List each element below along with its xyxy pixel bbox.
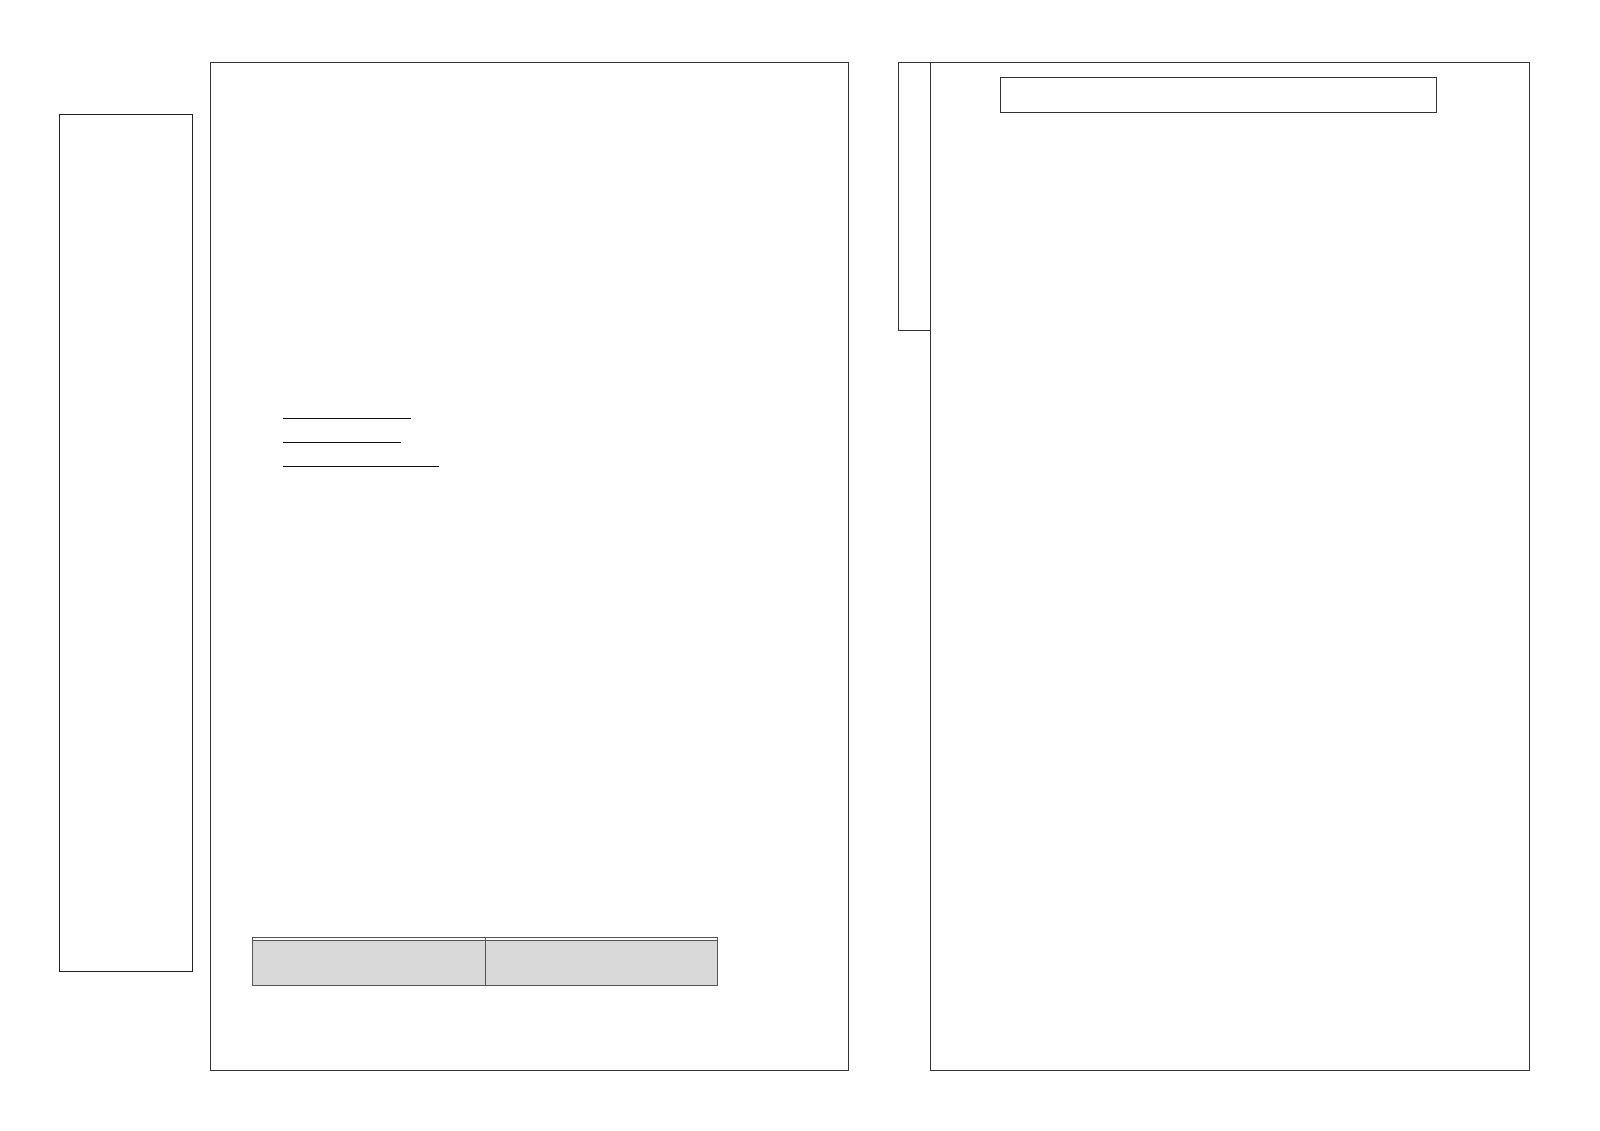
table-cell [253,941,486,986]
procedure-item [239,782,271,806]
variable-constant [261,451,465,475]
table-cell [485,941,718,986]
procedure-item [239,758,271,782]
template-data-table [252,937,718,986]
procedure-item [263,662,273,686]
answer-blank [283,404,411,419]
table-row [253,941,718,986]
example-panel [930,62,1530,1071]
answer-blank [283,452,439,467]
procedure-item [263,710,273,734]
sidebar-title-box [59,114,193,972]
variable-responding [261,427,401,451]
tabulation-requirement [261,875,283,899]
answer-blank [283,428,401,443]
example-title [1000,77,1437,113]
spm-year-label [898,62,931,331]
guide-panel [210,62,849,1071]
procedure-item [263,614,275,638]
procedure-item [263,638,275,662]
variable-manipulated [261,403,411,427]
